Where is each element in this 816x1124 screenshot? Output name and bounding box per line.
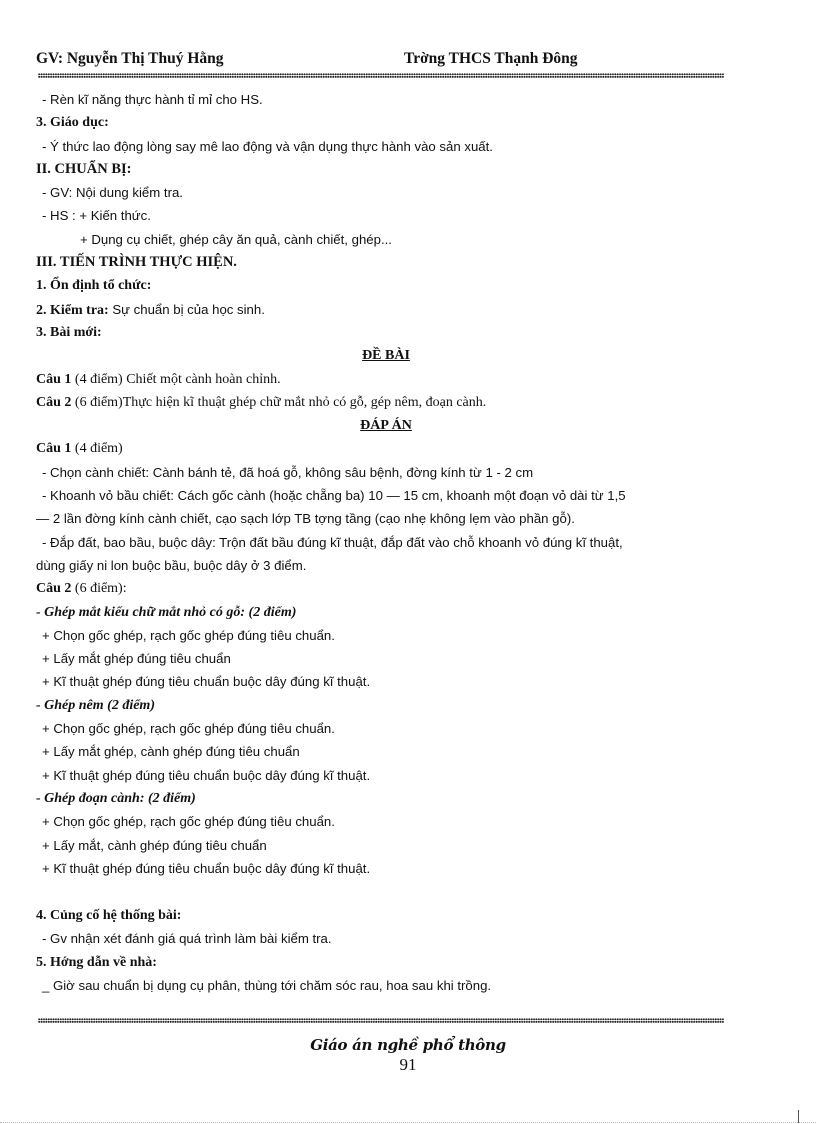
text-line: - Đắp đất, bao bầu, buộc dây: Trộn đất bầu đúng kĩ thuật, đắp đất vào chỗ khoanh vỏ đúng kĩ thuật, (42, 534, 623, 550)
text-line: _ Giờ sau chuẩn bị dụng cụ phân, thùng tới chăm sóc rau, hoa sau khi trồng. (42, 977, 492, 993)
page-header (36, 50, 726, 72)
text-line: + Kĩ thuật ghép đúng tiêu chuẩn buộc dây đúng kĩ thuật. (42, 767, 371, 783)
spacer (36, 880, 736, 904)
text-line: dùng giấy ni lon buộc bầu, buộc dây ở 3 điểm. (36, 557, 307, 573)
text-line: - HS : + Kiến thức. (42, 208, 151, 224)
line-rest: (6 điểm)Thực hiện kĩ thuật ghép chữ mắt nhỏ có gỗ, gép nêm, đoạn cành. (71, 394, 487, 410)
line-lead: Câu 1 (36, 441, 72, 457)
text-line: + Chọn gốc ghép, rạch gốc ghép đúng tiêu chuẩn. (42, 814, 335, 830)
line-rest: Sự chuẩn bị của học sinh. (108, 301, 265, 317)
text-line (36, 368, 736, 391)
text-line: + Lấy mắt, cành ghép đúng tiêu chuẩn (42, 837, 267, 853)
text-line: + Lấy mắt ghép đúng tiêu chuẩn (42, 651, 231, 667)
text-line: + Lấy mắt ghép, cành ghép đúng tiêu chuẩn (42, 744, 300, 760)
text-line: III. TIẾN TRÌNH THỰC HIỆN. (36, 254, 237, 271)
line-rest: (4 điểm) Chiết một cành hoàn chỉnh. (71, 371, 281, 387)
section-heading: ĐÁP ÁN (360, 418, 412, 434)
text-line: 3. Bài mới: (36, 324, 102, 340)
header-divider (38, 73, 724, 78)
text-line: - Ghép nêm (2 điểm) (36, 697, 155, 713)
text-line: 5. Hớng dẫn về nhà: (36, 954, 157, 970)
line-lead: Câu 2 (36, 581, 72, 597)
page-number: 91 (399, 1055, 417, 1074)
text-line: - Rèn kĩ năng thực hành tỉ mỉ cho HS. (42, 92, 263, 107)
text-line: — 2 lần đờng kính cành chiết, cạo sạch lớp TB tợng tầng (cạo nhẹ không lẹm vào phần gỗ). (36, 511, 575, 527)
school-name: Trờng THCS Thạnh Đông (404, 50, 578, 67)
text-line: + Chọn gốc ghép, rạch gốc ghép đúng tiêu chuẩn. (42, 721, 335, 737)
text-line: - Ý thức lao động lòng say mê lao động và vận dụng thực hành vào sản xuất. (42, 138, 493, 154)
line-lead: Câu 1 (36, 371, 72, 387)
text-line: + Kĩ thuật ghép đúng tiêu chuẩn buộc dây đúng kĩ thuật. (42, 674, 371, 690)
section-heading: ĐỀ BÀI (362, 348, 410, 364)
text-line: + Kĩ thuật ghép đúng tiêu chuẩn buộc dây đúng kĩ thuật. (42, 860, 371, 876)
line-lead: Câu 2 (36, 394, 72, 410)
text-line: - Ghép mắt kiểu chữ mắt nhỏ có gỗ: (2 điểm) (36, 604, 297, 620)
footer-title: Giáo án nghề phổ thông (310, 1036, 506, 1054)
line-rest: (6 điểm): (71, 581, 127, 597)
text-line: + Chọn gốc ghép, rạch gốc ghép đúng tiêu chuẩn. (42, 627, 335, 643)
text-line: - Gv nhận xét đánh giá quá trình làm bài kiểm tra. (42, 931, 332, 947)
text-line: 3. Giáo dục: (36, 115, 109, 131)
text-line: - GV: Nội dung kiểm tra. (42, 185, 183, 201)
text-line: + Dụng cụ chiết, ghép cây ăn quả, cành chiết, ghép... (80, 231, 392, 247)
text-line: - Ghép đoạn cành: (2 điểm) (36, 790, 196, 806)
footer-divider (38, 1018, 724, 1023)
text-line: 1. Ổn định tổ chức: (36, 278, 152, 294)
lesson-content (36, 88, 736, 997)
text-line (36, 391, 736, 414)
text-line (36, 577, 736, 600)
text-line: - Khoanh vỏ bầu chiết: Cách gốc cành (hoặc chẵng ba) 10 — 15 cm, khoanh một đoạn vỏ dài từ 1,5 (42, 488, 626, 504)
line-lead: 2. Kiểm tra: (36, 302, 109, 318)
teacher-name: GV: Nguyễn Thị Thuý Hằng (36, 50, 224, 67)
text-line: 4. Củng cố hệ thống bài: (36, 908, 182, 924)
text-line (36, 437, 736, 460)
text-line: II. CHUẨN BỊ: (36, 160, 132, 177)
text-line: - Chọn cành chiết: Cành bánh tẻ, đã hoá gỗ, không sâu bệnh, đờng kính từ 1 - 2 cm (42, 464, 534, 480)
text-line (36, 298, 736, 321)
line-rest: (4 điểm) (71, 441, 123, 457)
